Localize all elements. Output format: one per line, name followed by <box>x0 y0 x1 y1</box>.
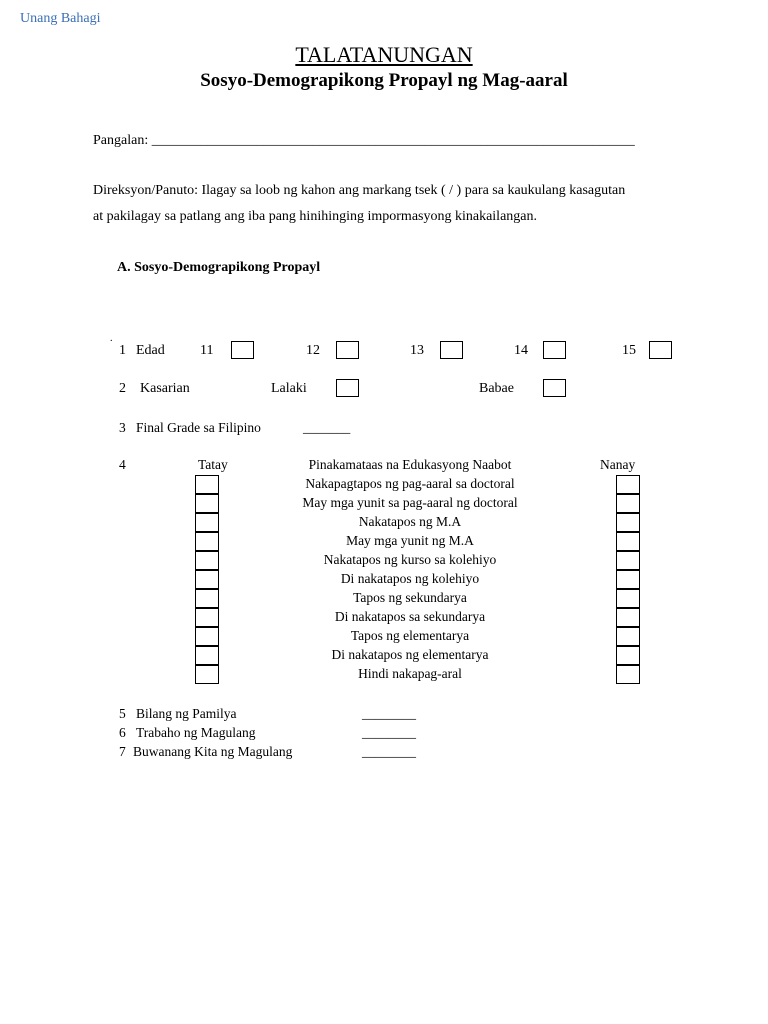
q7-number: 7 <box>119 744 126 759</box>
age-15-checkbox[interactable] <box>649 341 672 359</box>
education-level-label: Di nakatapos ng kolehiyo <box>340 571 480 586</box>
mother-education-checkbox[interactable] <box>616 513 640 532</box>
name-label: Pangalan: <box>93 133 149 148</box>
age-13-checkbox[interactable] <box>440 341 463 359</box>
q6-label: Trabaho ng Magulang <box>136 725 256 740</box>
final-grade-blank[interactable]: _______ <box>303 420 351 435</box>
father-education-checkbox[interactable] <box>195 665 219 684</box>
age-15-label: 15 <box>622 343 636 358</box>
mother-education-checkbox[interactable] <box>616 608 640 627</box>
directions-line-1: Direksyon/Panuto: Ilagay sa loob ng kahon ang markang tsek ( / ) para sa kaukulang kasagutan <box>93 183 626 198</box>
page-subtitle: Sosyo-Demograpikong Propayl ng Mag-aaral <box>200 70 568 91</box>
q2-label: Kasarian <box>140 381 190 396</box>
monthly-income-blank[interactable]: ________ <box>362 744 416 759</box>
mother-education-checkbox[interactable] <box>616 494 640 513</box>
education-level-label: Tapos ng elementarya <box>350 628 470 643</box>
age-14-checkbox[interactable] <box>543 341 566 359</box>
part-link[interactable]: Unang Bahagi <box>20 11 101 26</box>
mother-education-checkbox[interactable] <box>616 646 640 665</box>
page-title: TALATANUNGAN <box>295 42 473 67</box>
family-size-blank[interactable]: ________ <box>362 706 416 721</box>
age-13-label: 13 <box>410 343 424 358</box>
age-11-checkbox[interactable] <box>231 341 254 359</box>
education-level-label: Hindi nakapag-aral <box>358 666 462 681</box>
gender-female-label: Babae <box>479 381 514 396</box>
father-education-checkbox[interactable] <box>195 494 219 513</box>
father-education-checkbox[interactable] <box>195 627 219 646</box>
mother-education-checkbox[interactable] <box>616 589 640 608</box>
education-level-label: Nakatapos ng kurso sa kolehiyo <box>323 552 497 567</box>
mother-education-checkbox[interactable] <box>616 475 640 494</box>
q1-label: Edad <box>136 343 165 358</box>
q5-number: 5 <box>119 706 126 721</box>
father-education-checkbox[interactable] <box>195 589 219 608</box>
name-blank[interactable]: _____________________________________________________________________ <box>151 133 635 148</box>
education-column-header: Pinakamataas na Edukasyong Naabot <box>308 457 512 472</box>
education-level-label: Nakapagtapos ng pag-aaral sa doctoral <box>305 476 515 491</box>
father-education-checkbox[interactable] <box>195 532 219 551</box>
stray-dot: . <box>110 333 113 344</box>
mother-column-header: Nanay <box>600 457 636 472</box>
q4-number: 4 <box>119 457 126 472</box>
q3-label: Final Grade sa Filipino <box>136 420 261 435</box>
gender-male-checkbox[interactable] <box>336 379 359 397</box>
age-12-label: 12 <box>306 343 320 358</box>
father-education-checkbox[interactable] <box>195 608 219 627</box>
name-field[interactable] <box>93 133 635 149</box>
age-11-label: 11 <box>200 343 214 358</box>
education-level-label: May mga yunit ng M.A <box>346 533 474 548</box>
mother-education-checkbox[interactable] <box>616 665 640 684</box>
education-level-label: Di nakatapos sa sekundarya <box>334 609 486 624</box>
father-education-checkbox[interactable] <box>195 551 219 570</box>
father-education-checkbox[interactable] <box>195 513 219 532</box>
education-level-label: Tapos ng sekundarya <box>353 590 467 605</box>
father-education-checkbox[interactable] <box>195 646 219 665</box>
mother-education-checkbox[interactable] <box>616 570 640 589</box>
q1-number: 1 <box>119 343 126 358</box>
section-a-heading: A. Sosyo-Demograpikong Propayl <box>117 260 321 275</box>
father-column-header: Tatay <box>198 457 228 472</box>
q2-number: 2 <box>119 381 126 396</box>
gender-female-checkbox[interactable] <box>543 379 566 397</box>
parent-job-blank[interactable]: ________ <box>362 725 416 740</box>
education-level-label: Nakatapos ng M.A <box>358 514 462 529</box>
age-12-checkbox[interactable] <box>336 341 359 359</box>
q6-number: 6 <box>119 725 126 740</box>
mother-education-checkbox[interactable] <box>616 532 640 551</box>
directions-line-2: at pakilagay sa patlang ang iba pang hinihinging impormasyong kinakailangan. <box>93 209 538 224</box>
mother-education-checkbox[interactable] <box>616 627 640 646</box>
mother-education-checkbox[interactable] <box>616 551 640 570</box>
q5-label: Bilang ng Pamilya <box>136 706 237 721</box>
age-14-label: 14 <box>514 343 528 358</box>
gender-male-label: Lalaki <box>271 381 307 396</box>
q3-number: 3 <box>119 420 126 435</box>
q7-label: Buwanang Kita ng Magulang <box>133 744 293 759</box>
education-level-label: Di nakatapos ng elementarya <box>331 647 489 662</box>
education-level-label: May mga yunit sa pag-aaral ng doctoral <box>302 495 518 510</box>
father-education-checkbox[interactable] <box>195 475 219 494</box>
father-education-checkbox[interactable] <box>195 570 219 589</box>
